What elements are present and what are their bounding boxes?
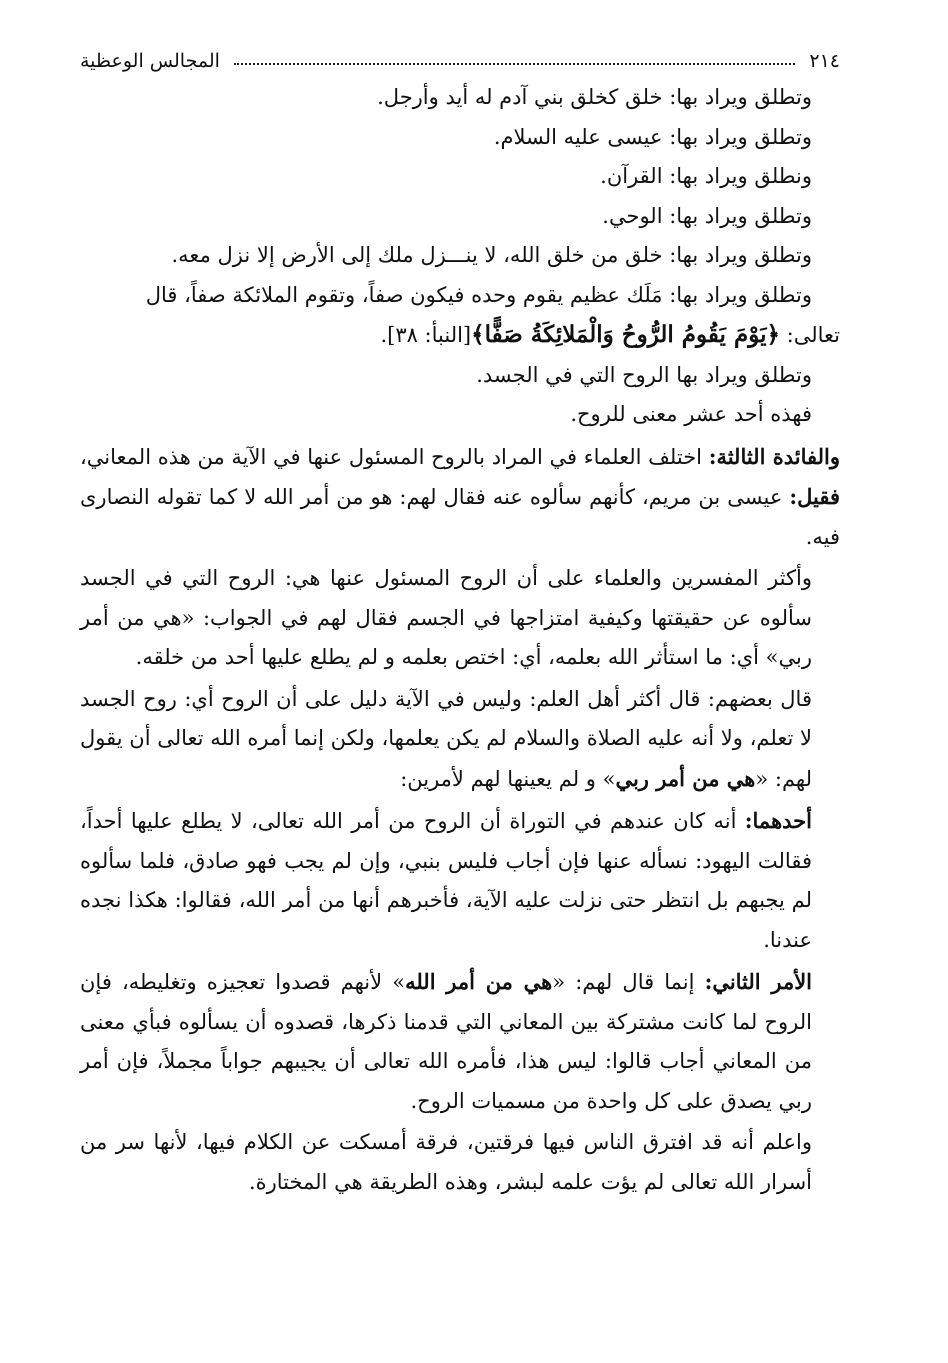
paragraph-second-reason bbox=[80, 962, 840, 1121]
text-line-8: وتطلق ويراد بها الروح التي في الجسد. bbox=[476, 362, 812, 387]
second-reason-quote: هي من أمر الله bbox=[405, 969, 553, 994]
third-benefit-text-2: عيسى بن مريم، كأنهم سألوه عنه فقال لهم: هو من أمر الله لا كما تقوله النصارى فيه. bbox=[80, 485, 840, 549]
second-reason-heading: الأمر الثاني: bbox=[704, 969, 813, 994]
text-line-4: وتطلق ويراد بها: الوحي. bbox=[602, 203, 812, 228]
paragraph-most-scholars: وأكثر المفسرين والعلماء على أن الروح المسئول عنها هي: الروح التي في الجسد سألوه عن حقيقتها وكيفية امتزاجها في الجسم فقال لهم في الجواب: «هي من أمر ربي» أي: ما استأثر الله بعلمه، أي: اختص بعلمه و لم يطلع عليها أحد من خلقه. bbox=[80, 566, 812, 669]
paragraph-angel-pre: تعالى: bbox=[779, 323, 840, 347]
text-line-9: فهذه أحد عشر معنى للروح. bbox=[570, 402, 812, 426]
text-line-2: وتطلق ويراد بها: عيسى عليه السلام. bbox=[493, 124, 812, 149]
first-reason-heading: أحدهما: bbox=[744, 808, 812, 833]
text-line-5: وتطلق ويراد بها: خلق من خلق الله، لا ينـــزل ملك إلى الأرض إلا نزل معه. bbox=[171, 243, 812, 267]
book-title: المجالس الوعظية bbox=[80, 50, 220, 72]
paragraph-angel-line1: وتطلق ويراد بها: مَلَك عظيم يقوم وحده فيكون صفاً، وتقوم الملائكة صفاً، قال bbox=[145, 282, 812, 307]
some-said-text-1: قال بعضهم: قال أكثر أهل العلم: وليس في الآية دليل على أن الروح أي: روح الجسد لا تعلم، ولا أنه عليه الصلاة والسلام لم يكن يعلمها، ولكن إنما أمره الله تعالى أن يقول لهم: « bbox=[80, 686, 812, 791]
third-benefit-faqil: فقيل: bbox=[789, 484, 840, 509]
page-header bbox=[80, 40, 840, 74]
book-page bbox=[80, 40, 840, 1340]
text-line-3: ونطلق ويراد بها: القرآن. bbox=[600, 164, 812, 188]
paragraph-angel bbox=[80, 276, 840, 356]
third-benefit-heading: والفائدة الثالثة: bbox=[708, 443, 841, 469]
third-benefit-text-1: اختلف العلماء في المراد بالروح المسئول عنها في الآية من هذه المعاني، bbox=[80, 444, 709, 469]
text-line-1: وتطلق ويراد بها: خلق كخلق بني آدم له أيد وأرجل. bbox=[377, 85, 812, 109]
header-dotted-rule bbox=[234, 63, 795, 65]
verse-reference: [النبأ: ٣٨]. bbox=[380, 323, 472, 347]
page-number: ٢١٤ bbox=[809, 50, 840, 72]
paragraph-third-benefit bbox=[80, 437, 840, 558]
some-said-quote: هي من أمر ربي bbox=[615, 765, 756, 791]
page-body bbox=[80, 78, 840, 1202]
paragraph-first-reason bbox=[80, 801, 840, 960]
second-reason-text-2: » لأنهم قصدوا تعجيزه وتغليطه، فإن الروح لما كانت مشتركة بين المعاني التي قدمنا ذكرها، قصدوه أن يسألوه فبأي معنى من المعاني أجاب قالوا: ليس هذا، فأمره الله تعالى أن يجيبهم جواباً مجملاً، فإن أمر ربي يصدق على كل واحدة من مسميات الروح. bbox=[80, 970, 812, 1113]
paragraph-some-said bbox=[80, 680, 840, 800]
some-said-text-2: » و لم يعينها لهم لأمرين: bbox=[400, 766, 616, 791]
quran-verse: ﴿يَوْمَ يَقُومُ الرُّوحُ وَالْمَلائِكَةُ صَفًّا﴾ bbox=[471, 321, 780, 348]
first-reason-text: أنه كان عندهم في التوراة أن الروح من أمر الله تعالى، لا يطلع عليها أحداً، فقالت اليهود: نسأله عنها فإن أجاب فليس بنبي، وإن لم يجب فهو صادق، فلما سألوه لم يجبهم بل انتظر حتى نزلت عليه الآية، فأخبرهم أنها من أمر الله، فقالوا: هكذا نجده عندنا. bbox=[80, 809, 812, 952]
paragraph-know-that: واعلم أنه قد افترق الناس فيها فرقتين، فرقة أمسكت عن الكلام فيها، لأنها سر من أسرار الله تعالى لم يؤت علمه لبشر، وهذه الطريقة هي المختارة. bbox=[80, 1130, 812, 1194]
second-reason-text-1: إنما قال لهم: « bbox=[552, 970, 705, 994]
